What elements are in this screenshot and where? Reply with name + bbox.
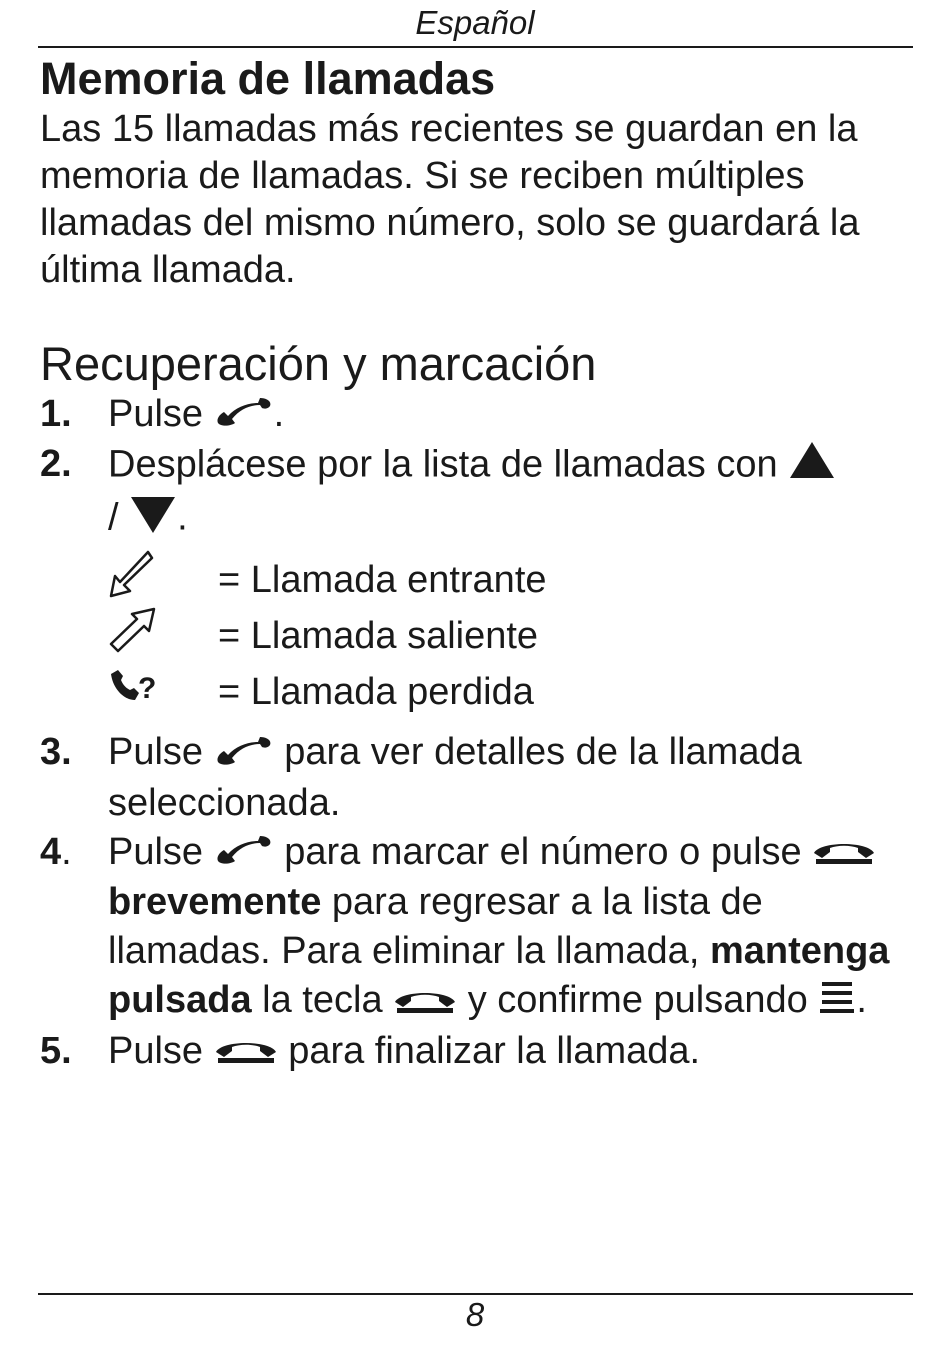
legend-row-missed [108, 664, 910, 720]
step-text: la tecla [262, 979, 383, 1022]
step-text: para regresar a la lista de llamadas. Para eliminar la llamada, [108, 881, 763, 973]
step-number-digit: 4 [40, 830, 62, 873]
step-1 [40, 390, 910, 440]
legend-row-outgoing [108, 608, 910, 664]
step-2 [40, 440, 910, 728]
call-memory-description: Las 15 llamadas más recientes se guardan en la memoria de llamadas. Si se reciben múltiples llamadas del mismo número, solo se guardará la última llamada. [40, 108, 860, 291]
emphasis-briefly: brevemente [108, 881, 322, 924]
legend-label-incoming: = Llamada entrante [218, 558, 547, 601]
page-content [40, 52, 910, 1077]
phone-end-icon [214, 1028, 278, 1077]
legend-row-incoming [108, 552, 910, 608]
phone-end-icon [393, 978, 457, 1027]
arrow-up-icon [788, 440, 836, 493]
footer-rule [38, 1293, 913, 1295]
step-4 [40, 828, 910, 1027]
svg-text:?: ? [138, 671, 157, 705]
step-number-dot: . [61, 830, 72, 873]
phone-end-icon [812, 829, 876, 878]
step-text: Pulse [108, 830, 204, 873]
header-rule [38, 46, 913, 48]
header-language: Español [415, 4, 535, 41]
step-text: para finalizar la llamada. [288, 1029, 701, 1072]
step-text: Pulse [108, 731, 204, 774]
step-text: . [177, 497, 188, 539]
step-5 [40, 1027, 910, 1077]
section-title-call-memory: Memoria de llamadas [40, 53, 496, 104]
arrow-down-icon [129, 493, 177, 546]
section-title-retrieval: Recuperación y marcación [40, 337, 597, 390]
steps-list [40, 390, 910, 1077]
step-number [40, 828, 108, 1027]
missed-call-icon [108, 666, 158, 719]
step-number: 3. [40, 731, 72, 774]
step-text: Pulse [108, 1029, 204, 1072]
step-text: Pulse [108, 393, 204, 435]
legend-label-outgoing: = Llamada saliente [218, 614, 539, 657]
step-number: 2. [40, 443, 72, 486]
outgoing-call-icon [108, 606, 158, 667]
step-text: . [273, 393, 285, 435]
call-type-legend [108, 552, 910, 720]
step-number: 1. [40, 393, 72, 435]
step-text: . [856, 979, 867, 1022]
step-text: Desplácese por la lista de llamadas con [108, 444, 778, 486]
step-text: y confirme pulsando [467, 979, 808, 1022]
legend-label-missed: = Llamada perdida [218, 670, 534, 713]
step-text: para marcar el número o pulse [284, 830, 802, 873]
page-number: 8 [465, 1296, 485, 1333]
step-3 [40, 728, 910, 827]
phone-call-icon [214, 391, 274, 440]
step-text: para ver detalles de la llamada seleccionada. [108, 731, 802, 824]
incoming-call-icon [108, 549, 154, 612]
menu-icon [818, 978, 856, 1027]
phone-call-icon [214, 730, 274, 779]
phone-call-icon [214, 829, 274, 878]
step-text: / [108, 497, 119, 539]
emphasis-hold: mantenga pulsada [108, 930, 890, 1022]
step-number: 5. [40, 1029, 72, 1072]
